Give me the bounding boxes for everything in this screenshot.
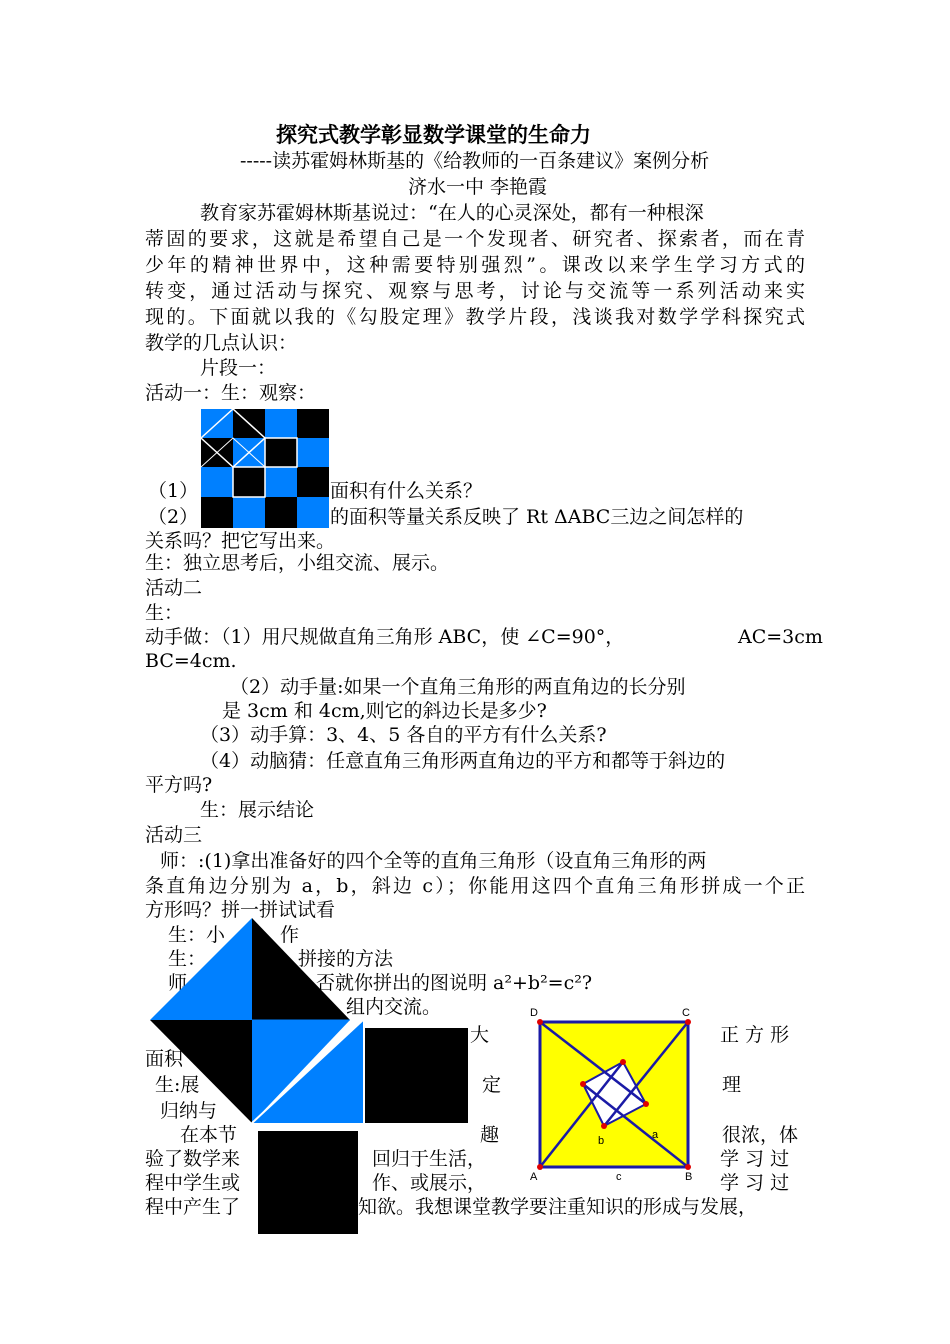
intro-line-6: 教学的几点认识： [145,332,298,354]
label-side-a: a [652,1129,659,1141]
activity-two-calculate: （3）动手算：3、4、5 各自的平方有什么关系? [200,724,607,746]
fragment-teacher: 师 [168,972,188,994]
fragment-last: 知欲。我想课堂教学要注重知识的形成与发展， [358,1196,758,1218]
fragment-yan: 验了数学来 [145,1148,241,1170]
activity-three-teacher: 师：:(1)拿出准备好的四个全等的直角三角形（设直角三角形的两 [160,850,707,872]
activity-three-teacher-line-3: 方形吗？拼一拼试试看 [145,899,336,921]
document-title: 探究式教学彰显数学课堂的生命力 [276,122,591,147]
intro-line-5: 现的。下面就以我的《勾股定理》教学片段，浅谈我对数学学科探究式 [145,306,805,328]
triangle-squares-figure [150,918,480,1238]
fragment-student-3: 生:展 [155,1074,200,1096]
activity-two-measure: （2）动手量:如果一个直角三角形的两直角边的长分别 [230,676,686,698]
intro-line-3: 少年的精神世界中，这种需要特别强烈”。课改以来学生学习方式的 [145,254,805,276]
fragment-xuexi-1: 学 习 过 [720,1148,790,1170]
activity-two-do: 动手做：（1）用尺规做直角三角形 ABC，使 ∠C=90°， [145,626,625,648]
activity-one-student: 生：独立思考后，小组交流、展示。 [145,552,450,574]
activity-two-student: 生： [145,602,184,624]
segment-one-heading: 片段一： [200,357,277,379]
fragment-student-2: 生： [168,948,207,970]
fragment-interest: 趣 [480,1124,500,1146]
fragment-cheng-1: 程中学生或 [145,1172,241,1194]
fragment-cheng-2: 程中产生了 [145,1196,241,1218]
label-d: D [530,1007,538,1019]
fragment-explain: 否就你拼出的图说明 a²+b²=c²? [316,972,593,994]
fragment-coop-tail: 作 [280,924,300,946]
activity-three-teacher-line-2: 条直角边分别为 a，b，斜边 c）；你能用这四个直角三角形拼成一个正 [145,875,805,897]
fragment-li: 理 [722,1074,742,1096]
activity-two-do-bc: BC=4cm. [145,650,237,672]
fragment-student-coop: 生：小 [168,924,226,946]
document-subtitle: -----读苏霍姆林斯基的《给教师的一百条建议》案例分析 [240,150,710,172]
activity-three-heading: 活动三 [145,824,203,846]
checkerboard-figure [201,409,331,529]
activity-two-guess: （4）动脑猜：任意直角三角形两直角边的平方和都等于斜边的 [200,750,726,772]
activity-two-do-ac: AC=3cm [738,626,823,648]
label-side-c: c [616,1171,622,1183]
label-side-b: b [598,1135,605,1147]
activity-one-heading: 活动一：生：观察： [145,382,317,404]
label-c-vertex: C [682,1007,690,1019]
intro-line-1: 教育家苏霍姆林斯基说过：“在人的心灵深处，都有一种根深 [200,202,704,224]
fragment-group: 组内交流。 [346,996,442,1018]
activity-one-question-2-text: 的面积等量关系反映了 Rt ΔABC三边之间怎样的 [330,506,744,528]
label-b-vertex: B [685,1171,693,1183]
fragment-henong: 很浓，体 [722,1124,799,1146]
activity-one-question-1-number: （1） [148,480,199,502]
activity-one-question-2-continued: 关系吗？把它写出来。 [145,530,336,552]
fragment-xuexi-2: 学 习 过 [720,1172,790,1194]
activity-two-result: 生：展示结论 [200,799,315,821]
fragment-da: 大 [470,1024,490,1046]
fragment-huigui: 回归于生活， [372,1148,487,1170]
fragment-guina: 归纳与 [160,1100,218,1122]
activity-two-measure-continued: 是 3cm 和 4cm,则它的斜边长是多少? [222,700,547,722]
pythagorean-proof-diagram [528,1004,708,1190]
activity-two-guess-continued: 平方吗? [145,774,213,796]
label-a: A [530,1171,538,1183]
activity-one-question-1-text: 面积有什么关系？ [330,480,483,502]
intro-line-4: 转变，通过活动与探究、观察与思考，讨论与交流等一系列活动来实 [145,280,805,302]
fragment-mianji: 面积 [145,1048,184,1070]
fragment-ding: 定 [482,1074,502,1096]
fragment-zuo: 作、或展示， [372,1172,487,1194]
fragment-method: 拼接的方法 [298,948,394,970]
fragment-square-word: 正 方 形 [720,1024,790,1046]
document-author: 济水一中 李艳霞 [408,176,548,198]
activity-two-heading: 活动二 [145,577,203,599]
intro-line-2: 蒂固的要求，这就是希望自己是一个发现者、研究者、探索者，而在青 [145,228,805,250]
activity-one-question-2-number: （2） [148,506,199,528]
fragment-zaiben: 在本节 [180,1124,238,1146]
